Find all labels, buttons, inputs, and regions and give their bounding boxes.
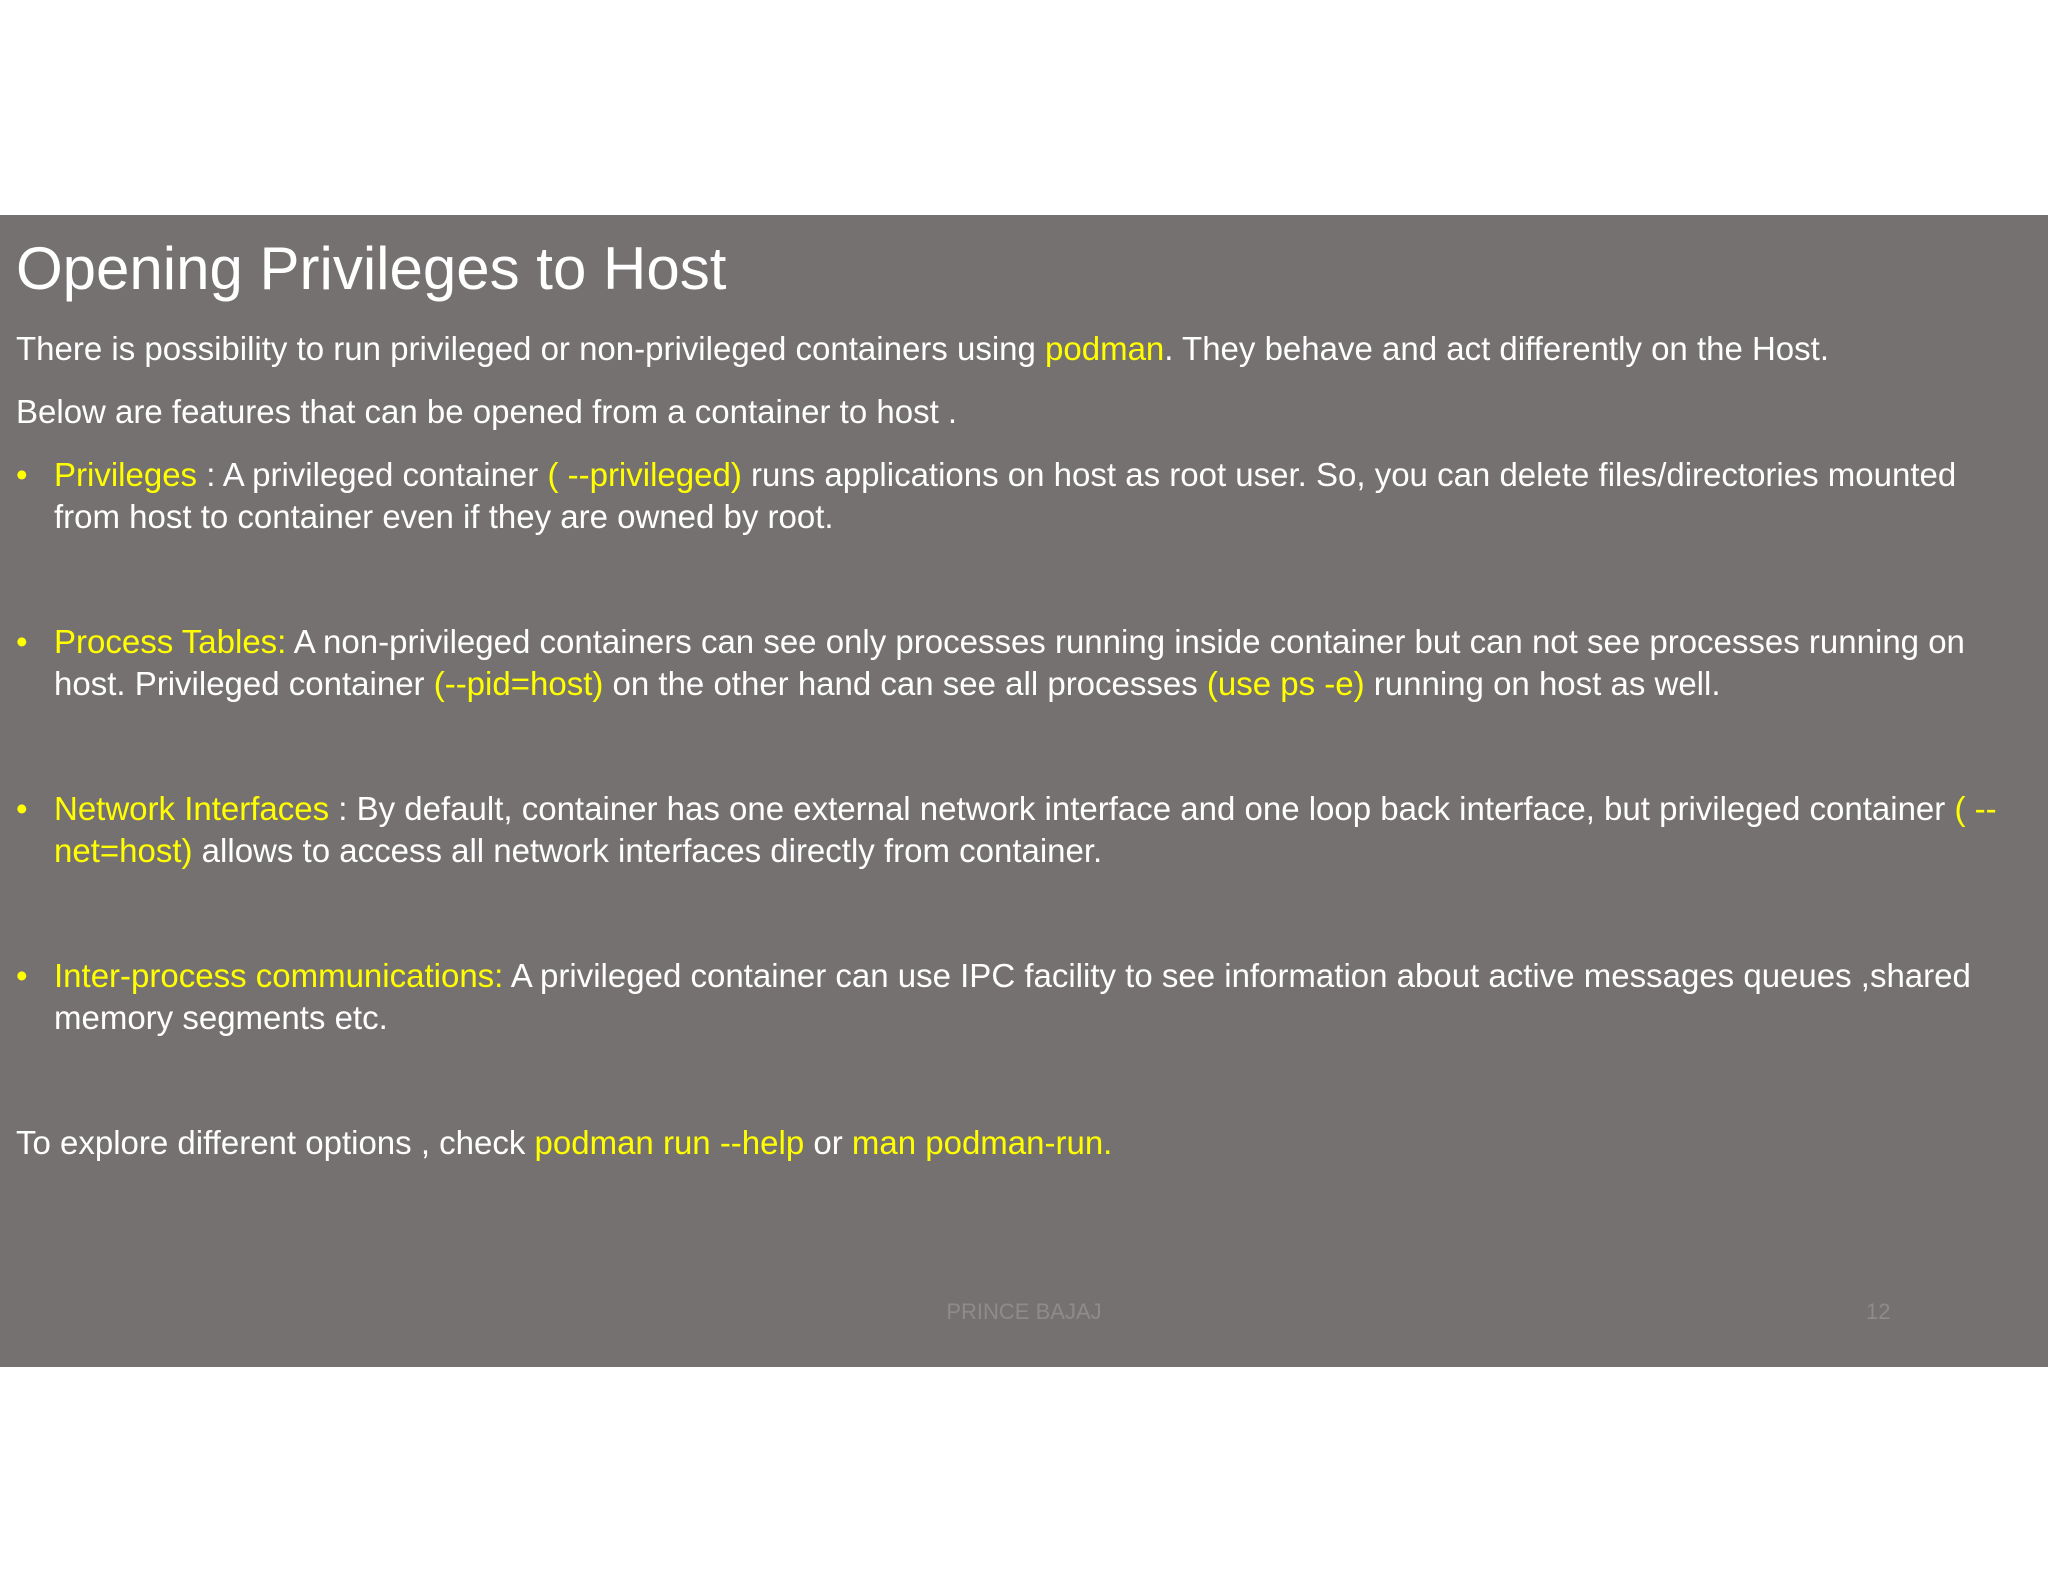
bullet-highlight: ( --privileged): [547, 456, 742, 493]
bullet-highlight: (--pid=host): [433, 665, 604, 702]
bullet-dot-icon: •: [16, 623, 28, 660]
bullet-text: on the other hand can see all processes: [603, 665, 1207, 702]
bullet-dot-icon: •: [16, 957, 28, 994]
bullet-text: allows to access all network interfaces directly from container.: [192, 832, 1103, 869]
bullet-text: : A privileged container: [197, 456, 548, 493]
closing-text: To explore different options , check: [16, 1124, 535, 1161]
intro-highlight-podman: podman: [1045, 330, 1165, 367]
intro-paragraph-1: [16, 328, 1829, 370]
slide-title: Opening Privileges to Host: [16, 235, 727, 302]
intro-text-end: . They behave and act differently on the Host.: [1164, 330, 1830, 367]
closing-text: or: [804, 1124, 852, 1161]
bullet-label: Process Tables:: [54, 623, 287, 660]
bullet-privileges: [16, 454, 2026, 538]
bullet-label: Inter-process communications:: [54, 957, 504, 994]
bullet-highlight: ( --net=host): [54, 790, 1997, 869]
bullet-highlight: (use ps -e): [1206, 665, 1365, 702]
intro-text: There is possibility to run privileged or non-privileged containers using: [16, 330, 1046, 367]
intro-paragraph-2: Below are features that can be opened from a container to host .: [16, 393, 958, 430]
closing-highlight-man: man podman-run.: [851, 1124, 1113, 1161]
bullet-network-interfaces: [16, 788, 2026, 872]
footer-author: PRINCE BAJAJ: [946, 1299, 1102, 1324]
bullet-label: Privileges: [54, 456, 198, 493]
footer-page-number: 12: [1866, 1299, 1891, 1324]
bullet-process-tables: [16, 621, 2026, 705]
bullet-text: A non-privileged containers can see only processes running inside container but can not see processes running on host. Privileged container: [54, 623, 1965, 702]
bullet-text: : By default, container has one external network interface and one loop back interface, but privileged container: [329, 790, 1955, 827]
bullet-dot-icon: •: [16, 456, 28, 493]
slide: [0, 215, 2048, 1367]
bullet-label: Network Interfaces: [54, 790, 330, 827]
bullet-text: A privileged container can use IPC facility to see information about active messages queues ,shared memory segments etc.: [54, 957, 1971, 1036]
bullet-ipc: [16, 955, 2026, 1039]
closing-highlight-help: podman run --help: [534, 1124, 805, 1161]
bullet-text: runs applications on host as root user. So, you can delete files/directories mounted from host to container even if they are owned by root.: [54, 456, 1957, 535]
bullet-text: running on host as well.: [1364, 665, 1721, 702]
closing-paragraph: [16, 1122, 1112, 1164]
bullet-dot-icon: •: [16, 790, 28, 827]
